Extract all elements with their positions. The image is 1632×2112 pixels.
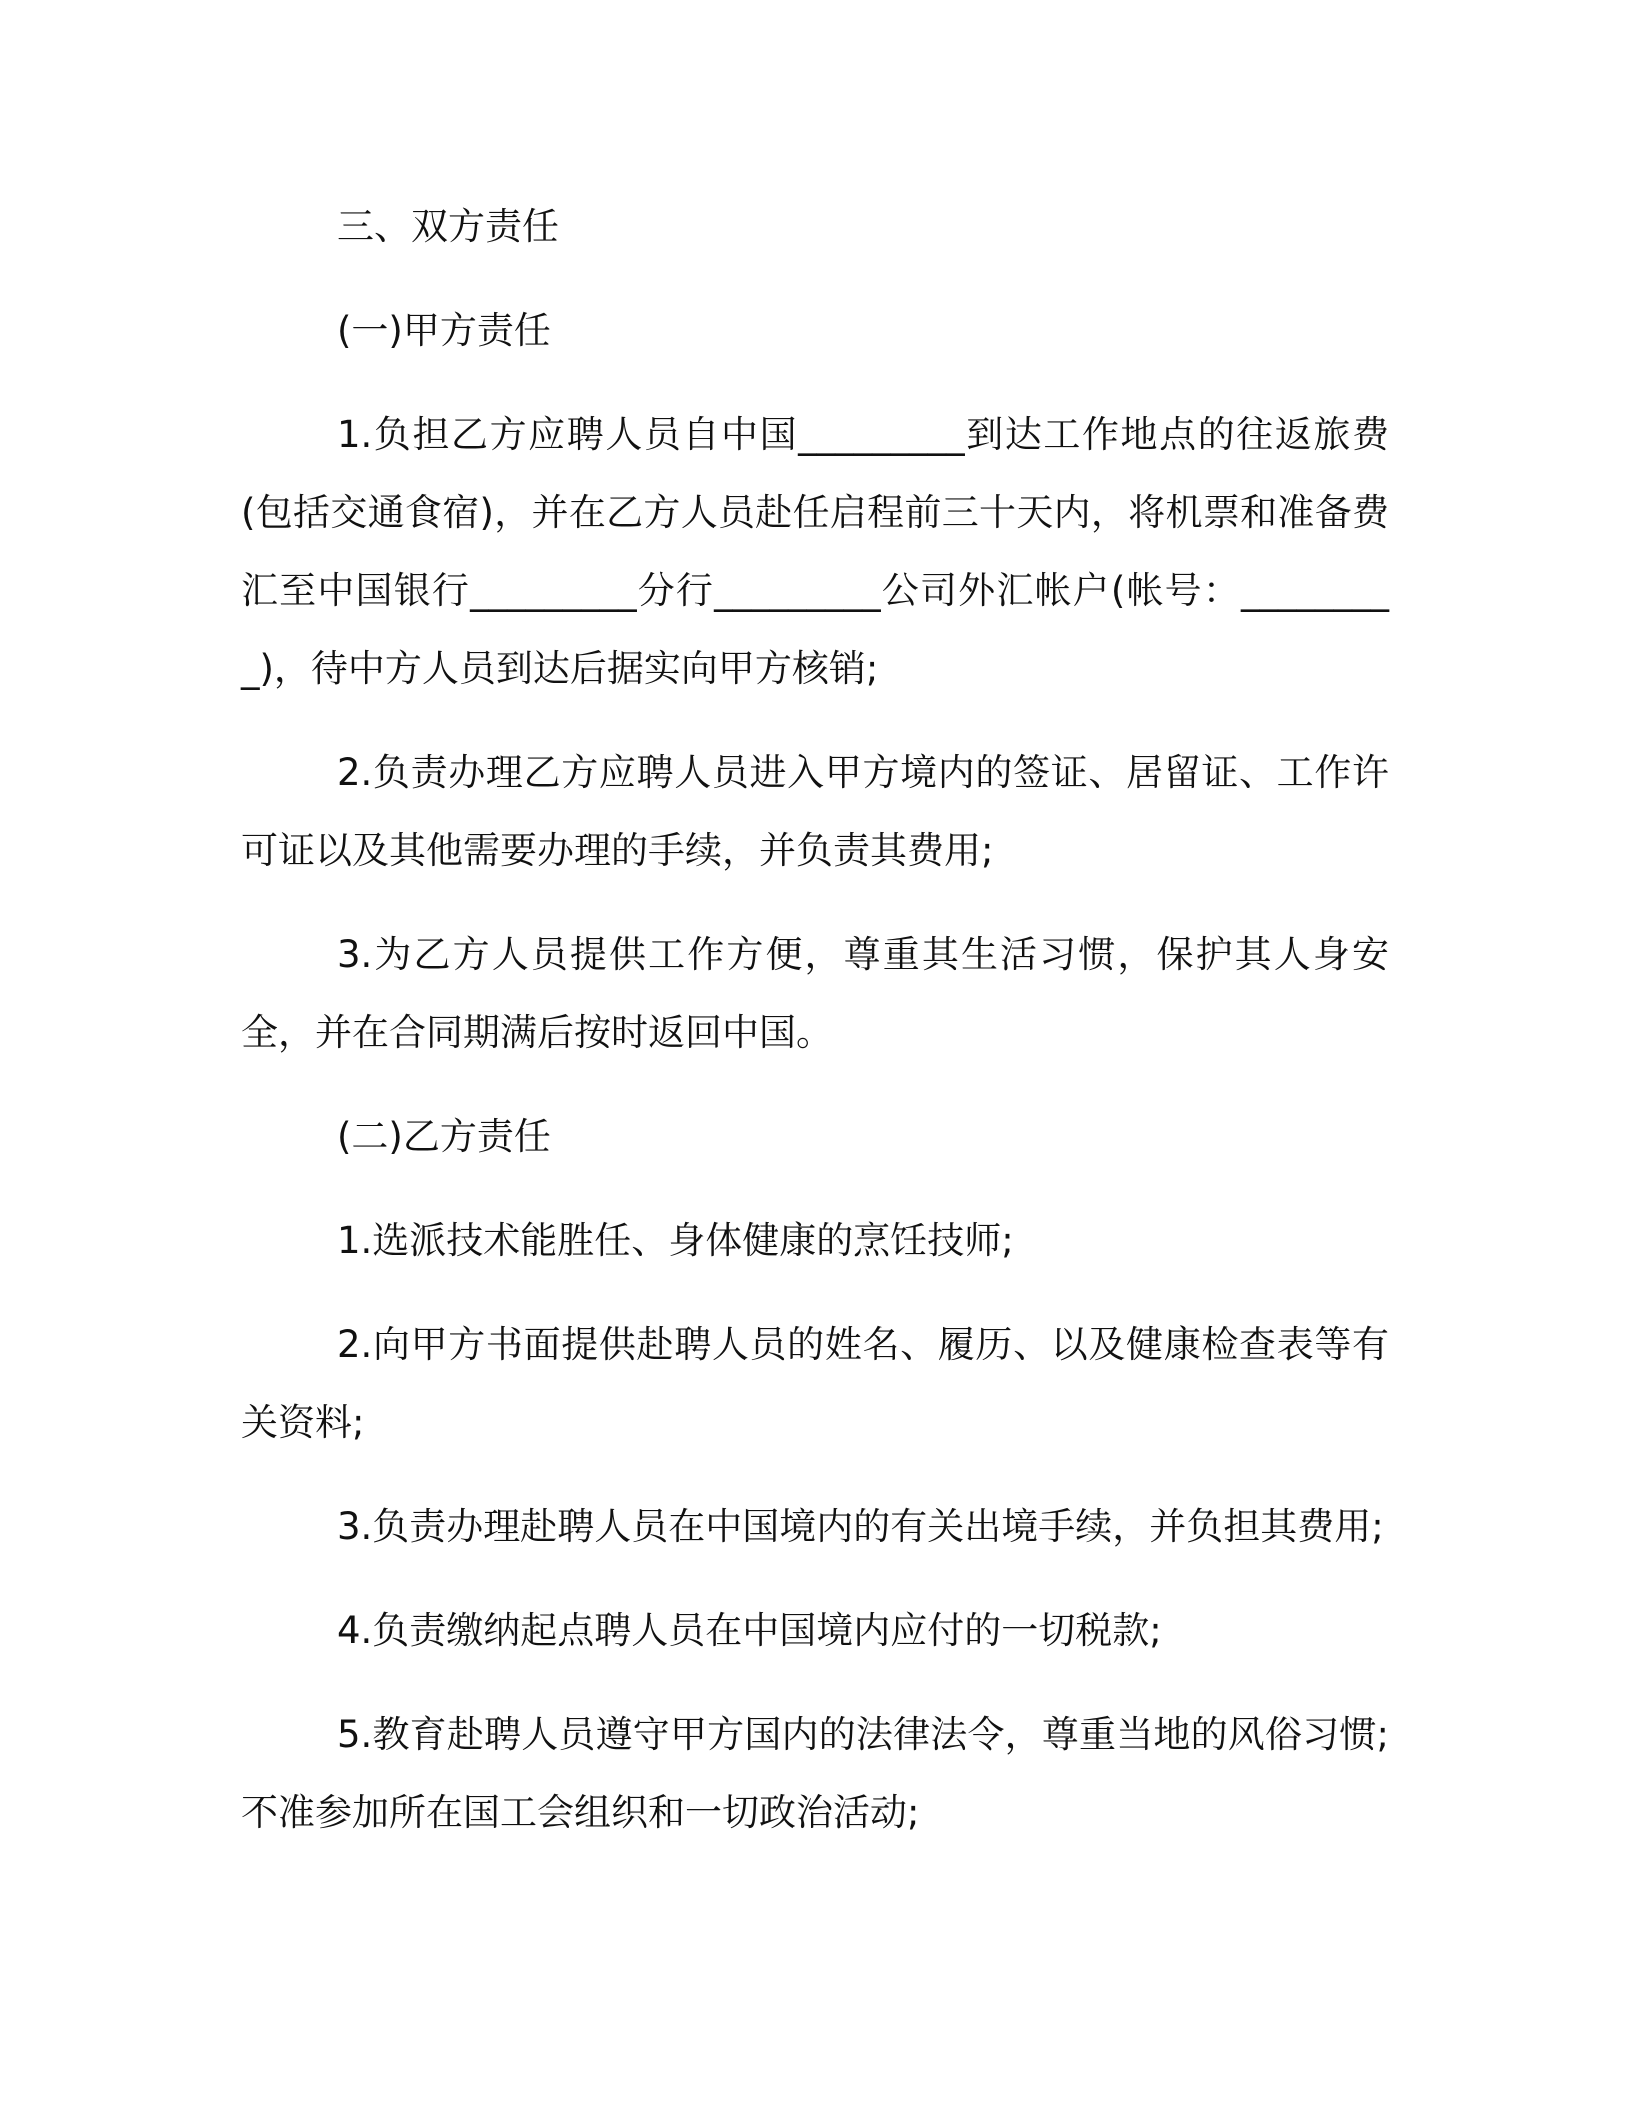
- party-b-item-3: 3.负责办理赴聘人员在中国境内的有关出境手续，并负担其费用;: [337, 1505, 1384, 1548]
- document-body: [241, 188, 1389, 1878]
- party-b-heading: (二)乙方责任: [337, 1115, 551, 1158]
- party-b-item-2: 2.向甲方书面提供赴聘人员的姓名、履历、以及健康检查表等有关资料;: [241, 1323, 1389, 1444]
- party-a-item-1: 1.负担乙方应聘人员自中国_________到达工作地点的往返旅费(包括交通食宿)，并在乙方人员赴任启程前三十天内，将机票和准备费汇至中国银行_________分行_________公司外汇帐户(帐号：_________)，待中方人员到达后据实向甲方核销;: [241, 413, 1389, 690]
- section-title: 三、双方责任: [337, 205, 559, 248]
- party-a-heading: (一)甲方责任: [337, 309, 551, 352]
- party-a-item-2: 2.负责办理乙方应聘人员进入甲方境内的签证、居留证、工作许可证以及其他需要办理的手续，并负责其费用;: [241, 751, 1389, 872]
- party-b-item-5: 5.教育赴聘人员遵守甲方国内的法律法令，尊重当地的风俗习惯;不准参加所在国工会组织和一切政治活动;: [241, 1713, 1389, 1834]
- party-a-item-3: 3.为乙方人员提供工作方便，尊重其生活习惯，保护其人身安全，并在合同期满后按时返回中国。: [241, 933, 1389, 1054]
- party-b-item-1: 1.选派技术能胜任、身体健康的烹饪技师;: [337, 1219, 1014, 1262]
- party-b-item-4: 4.负责缴纳起点聘人员在中国境内应付的一切税款;: [337, 1609, 1162, 1652]
